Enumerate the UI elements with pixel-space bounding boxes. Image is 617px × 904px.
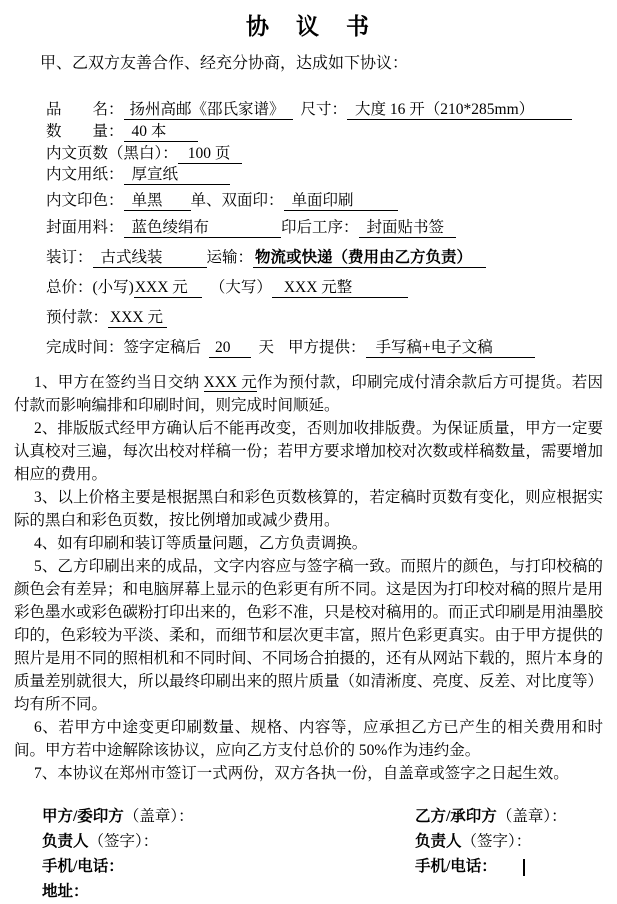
time-label: 完成时间：签字定稿后 bbox=[46, 339, 202, 356]
price-label: 总价： bbox=[46, 279, 93, 296]
deposit-label: 预付款： bbox=[46, 309, 109, 326]
party-a-seal-line bbox=[42, 804, 387, 829]
cover-label: 封面用料： bbox=[46, 219, 124, 236]
party-b-signer-label: 负责人 bbox=[415, 833, 462, 850]
binding-value: 古式线装 bbox=[93, 248, 207, 268]
party-b-seal-line bbox=[415, 804, 567, 829]
form-row-product bbox=[46, 99, 603, 120]
paper-label: 内文用纸： bbox=[46, 166, 124, 183]
paper-value: 厚宣纸 bbox=[124, 165, 231, 185]
party-a-phone-line bbox=[42, 854, 387, 879]
time-suffix: 天 bbox=[258, 339, 275, 356]
product-value: 扬州高邮《邵氏家谱》 bbox=[124, 100, 293, 120]
party-a-seal-label: 甲方/委印方 bbox=[42, 808, 124, 825]
party-a-signer-label: 负责人 bbox=[42, 833, 89, 850]
provide-value: 手写稿+电子文稿 bbox=[366, 338, 535, 358]
clauses-section bbox=[14, 371, 603, 785]
form-row-quantity bbox=[46, 121, 603, 142]
deposit-value: XXX 元 bbox=[108, 308, 167, 328]
postpress-value: 封面贴书签 bbox=[359, 218, 457, 238]
party-b-phone-label: 手机/电话： bbox=[415, 858, 497, 875]
clause-1-underlined-amount: XXX 元 bbox=[203, 374, 257, 391]
price-small-label: (小写) bbox=[92, 279, 134, 296]
ink-label: 内文印色： bbox=[46, 192, 124, 209]
sides-value: 单面印刷 bbox=[284, 191, 398, 211]
signature-section bbox=[14, 804, 603, 904]
party-b-signer-paren: （签字）： bbox=[461, 833, 532, 850]
party-b-signer-line bbox=[415, 829, 567, 854]
postpress-label: 印后工序： bbox=[281, 219, 359, 236]
clause-1-pre: 1、甲方在签约当日交纳 bbox=[34, 374, 204, 391]
quantity-value: 40 本 bbox=[124, 122, 199, 142]
product-label: 品 名： bbox=[46, 101, 124, 118]
shipping-value: 物流或快递（费用由乙方负责） bbox=[253, 248, 486, 268]
provide-label: 甲方提供： bbox=[288, 339, 366, 356]
clause-1 bbox=[14, 371, 603, 417]
clause-4: 4、如有印刷和装订等质量问题，乙方负责调换。 bbox=[34, 535, 368, 552]
agreement-form bbox=[46, 99, 603, 358]
clause-2: 2、排版版式经甲方确认后不能再改变，否则加收排版费。为保证质量，甲方一定要认真校对三遍，每次出校对样稿一份；若甲方要求增加校对次数或样稿数量，需要增加相应的费用。 bbox=[14, 420, 604, 483]
party-a-signature-block bbox=[42, 804, 387, 904]
form-row-deposit bbox=[46, 307, 603, 328]
cover-value: 蓝色绫绢布 bbox=[124, 218, 282, 238]
ink-value: 单黑 bbox=[124, 191, 191, 211]
party-b-signature-block bbox=[415, 804, 567, 904]
party-a-signer-line bbox=[42, 829, 387, 854]
clause-1-post: 作为预付款，印刷完成付清余款后方可提货。若因付款而影响编排和印刷时间，则完成时间顺延。 bbox=[14, 374, 603, 414]
party-a-signer-paren: （签字）： bbox=[88, 833, 159, 850]
size-value: 大度 16 开（210*285mm） bbox=[347, 100, 572, 120]
price-big-value: XXX 元整 bbox=[272, 278, 408, 298]
party-a-address-label: 地址： bbox=[42, 883, 89, 900]
clause-6: 6、若甲方中途变更印刷数量、规格、内容等，应承担乙方已产生的相关费用和时间。甲方若中途解除该协议，应向乙方支付总价的 50%作为违约金。 bbox=[14, 719, 603, 759]
form-row-price bbox=[46, 277, 603, 298]
form-row-paper bbox=[46, 164, 603, 185]
time-value: 20 bbox=[209, 338, 251, 358]
pages-value: 100 页 bbox=[178, 144, 243, 164]
intro-line: 甲、乙双方友善合作、经充分协商，达成如下协议： bbox=[40, 55, 409, 72]
quantity-label: 数 量： bbox=[46, 123, 124, 140]
form-row-binding bbox=[46, 247, 603, 268]
party-b-seal-paren: （盖章）： bbox=[496, 808, 567, 825]
clause-5: 5、乙方印刷出来的成品，文字内容应与签字稿一致。而照片的颜色，与打印校稿的颜色会有差异；和电脑屏幕上显示的色彩更有所不同。这是因为打印校对稿的照片是用彩色墨水或彩色碳粉打印出来的，色彩不准，只是校对稿用的。而正式印刷是用油墨胶印的，色彩较为平淡、柔和，而细节和层次更丰富，照片色彩更真实。由于甲方提供的照片是用不同的照相机和不同时间、不同场合拍摄的，还有从网站下载的，照片本身的质量差别就很大，所以最终印刷出来的照片质量（如清淅度、亮度、反差、对比度等）均有所不同。 bbox=[14, 558, 604, 713]
party-b-seal-label: 乙方/承印方 bbox=[415, 808, 497, 825]
form-row-pages bbox=[46, 143, 603, 164]
party-b-phone-line bbox=[415, 854, 567, 879]
size-label: 尺寸： bbox=[300, 101, 348, 118]
party-a-phone-label: 手机/电话： bbox=[42, 858, 124, 875]
clause-3: 3、以上价格主要是根据黑白和彩色页数核算的，若定稿时页数有变化，则应根据实际的黑白和彩色页数，按比例增加或减少费用。 bbox=[14, 489, 603, 529]
clause-7: 7、本协议在郑州市签订一式两份，双方各执一份，自盖章或签字之日起生效。 bbox=[34, 765, 569, 782]
sides-label: 单、双面印： bbox=[190, 192, 284, 209]
party-a-seal-paren: （盖章）： bbox=[123, 808, 194, 825]
form-row-cover bbox=[46, 217, 603, 238]
price-big-label: （大写） bbox=[209, 279, 272, 296]
pages-label: 内文页数（黑白）： bbox=[46, 145, 178, 162]
shipping-label: 运输： bbox=[206, 249, 254, 266]
party-a-address-line bbox=[42, 879, 387, 904]
binding-label: 装订： bbox=[46, 249, 93, 266]
price-small-value: XXX 元 bbox=[134, 278, 202, 298]
text-cursor bbox=[523, 859, 525, 876]
form-row-time bbox=[46, 337, 603, 358]
form-row-ink bbox=[46, 190, 603, 211]
page-title: 协 议 书 bbox=[246, 14, 371, 39]
